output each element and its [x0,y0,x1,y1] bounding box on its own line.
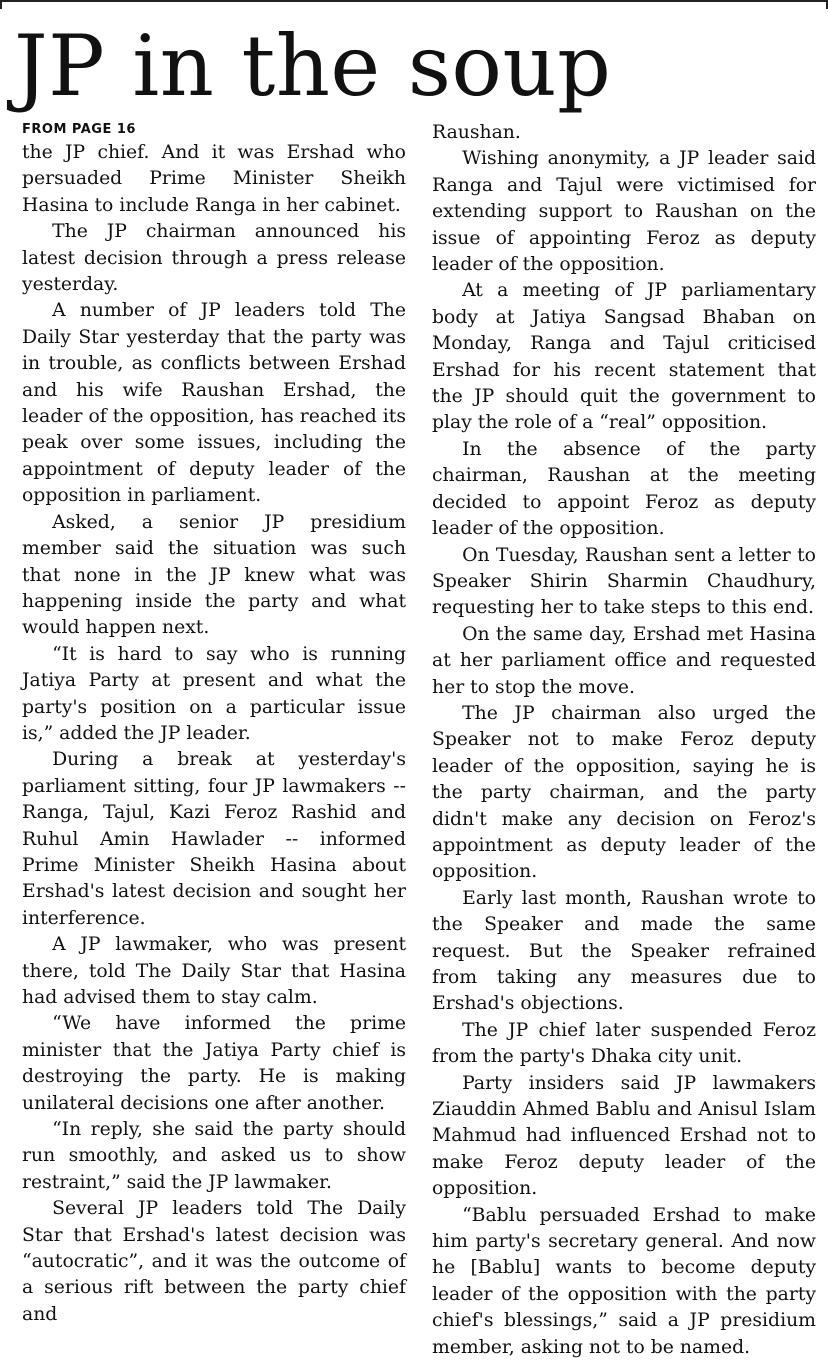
article-column-right [432,120,816,1358]
paragraph: Several JP leaders told The Daily Star that Ershad's latest decision was “autocratic”, and it was the outcome of a serious rift between the party chief and [22,1198,406,1325]
paragraph: In the absence of the party chairman, Raushan at the meeting decided to appoint Feroz as deputy leader of the opposition. [432,438,816,540]
paragraph: “It is hard to say who is running Jatiya Party at present and what the party's position on a particular issue is,” added the JP leader. [22,643,406,744]
article-column-left [22,120,406,1327]
paragraph: Wishing anonymity, a JP leader said Ranga and Tajul were victimised for extending support to Raushan on the issue of appointing Feroz as deputy leader of the opposition. [432,148,816,276]
paragraph: A JP lawmaker, who was present there, told The Daily Star that Hasina had advised them to stay calm. [22,934,406,1008]
paragraph: “In reply, she said the party should run smoothly, and asked us to show restraint,” said the JP lawmaker. [22,1119,406,1193]
jump-line: FROM PAGE 16 [22,122,136,137]
paragraph: A number of JP leaders told The Daily Star yesterday that the party was in trouble, as conflicts between Ershad and his wife Raushan Ershad, the leader of the opposition, has reached its peak over some issues, including the appointment of deputy leader of the opposition in parliament. [22,300,406,507]
paragraph: The JP chief later suspended Feroz from the party's Dhaka city unit. [432,1019,816,1068]
paragraph: The JP chairman announced his latest decision through a press release yesterday. [22,221,406,296]
paragraph: Party insiders said JP lawmakers Ziauddin Ahmed Bablu and Anisul Islam Mahmud had influenced Ershad not to make Feroz deputy leader of the opposition. [432,1072,816,1200]
paragraph: Early last month, Raushan wrote to the Speaker and made the same request. But the Speaker refrained from taking any measures due to Ershad's objections. [432,887,816,1015]
paragraph: “Bablu persuaded Ershad to make him party's secretary general. And now he [Bablu] wants to become deputy leader of the opposition with the party chief's blessings,” said a JP presidium member, asking not to be named. [432,1204,816,1358]
paragraph: On the same day, Ershad met Hasina at her parliament office and requested her to stop the move. [432,623,816,698]
paragraph: The JP chairman also urged the Speaker not to make Feroz deputy leader of the opposition, saying he is the party chairman, and the party didn't make any decision on Feroz's appointment as deputy leader of the opposition. [432,702,816,883]
paragraph: “We have informed the prime minister that the Jatiya Party chief is destroying the party. He is making unilateral decisions one after another. [22,1013,406,1114]
paragraph: Asked, a senior JP presidium member said the situation was such that none in the JP knew what was happening inside the party and what would happen next. [22,511,406,639]
paragraph: At a meeting of JP parliamentary body at Jatiya Sangsad Bhaban on Monday, Ranga and Tajul criticised Ershad for his recent statement that the JP should quit the government to play the role of a “real” opposition. [432,280,816,434]
top-border-rule [0,0,828,9]
paragraph: On Tuesday, Raushan sent a letter to Speaker Shirin Sharmin Chaudhury, requesting her to take steps to this end. [432,544,816,619]
paragraph: the JP chief. And it was Ershad who persuaded Prime Minister Sheikh Hasina to include Ranga in her cabinet. [22,142,406,216]
headline: JP in the soup [14,17,612,115]
paragraph: During a break at yesterday's parliament sitting, four JP lawmakers -- Ranga, Tajul, Kazi Feroz Rashid and Ruhul Amin Hawlader -- informed Prime Minister Sheikh Hasina about Ershad's latest decision and sought her interference. [22,749,406,929]
paragraph: Raushan. [432,122,521,143]
